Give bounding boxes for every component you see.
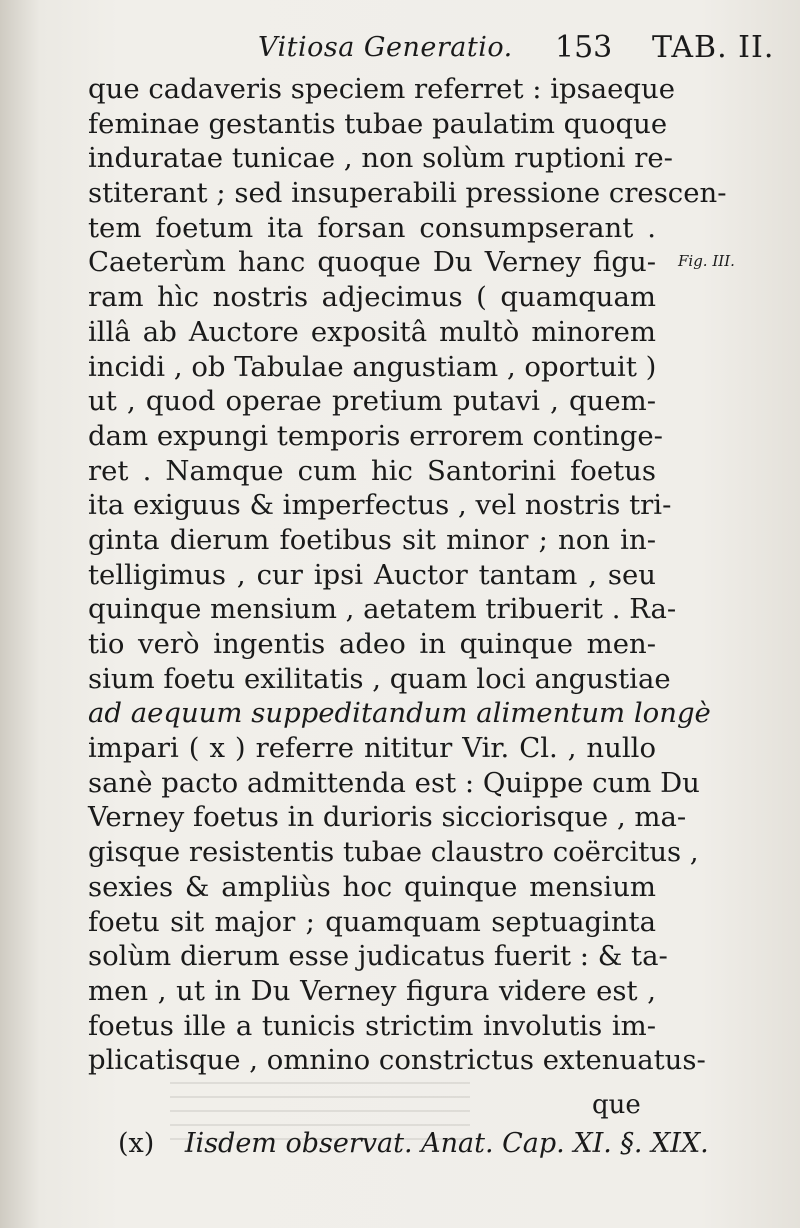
footnote-text: Iisdem observat. Anat. Cap. XI. §. XIX. bbox=[184, 1128, 709, 1159]
text-line: plicatisque , omnino constrictus extenuatus- bbox=[88, 1044, 706, 1077]
footnote bbox=[118, 1124, 709, 1164]
margin-note-figure: Fig. III. bbox=[678, 252, 735, 270]
text-line: incidi , ob Tabulae angustiam , oportuit ) bbox=[88, 350, 657, 383]
text-line: ginta dierum foetibus sit minor ; non in- bbox=[88, 523, 656, 556]
page-header bbox=[0, 28, 800, 72]
text-line: men , ut in Du Verney figura videre est , bbox=[88, 974, 656, 1007]
page-number: 153 bbox=[555, 30, 613, 65]
text-line: tem foetum ita forsan consumpserant . bbox=[88, 211, 656, 244]
text-line: ram hìc nostris adjecimus ( quamquam bbox=[88, 281, 656, 314]
text-line: stiterant ; sed insuperabili pressione crescen- bbox=[88, 177, 727, 210]
text-line: solùm dierum esse judicatus fuerit : & ta- bbox=[88, 940, 668, 973]
text-line: ad aequum suppeditandum alimentum longè bbox=[88, 697, 711, 730]
text-line: ita exiguus & imperfectus , vel nostris tri- bbox=[88, 489, 672, 522]
text-line: illâ ab Auctore expositâ multò minorem bbox=[88, 315, 656, 348]
text-line: induratae tunicae , non solùm ruptioni re- bbox=[88, 142, 673, 175]
text-line: que cadaveris speciem referret : ipsaeque bbox=[88, 73, 676, 105]
text-line: Verney foetus in durioris sicciorisque , ma- bbox=[88, 801, 687, 834]
plate-reference: TAB. II. bbox=[652, 30, 775, 65]
text-line: dam expungi temporis errorem continge- bbox=[88, 419, 663, 452]
text-line: foetu sit major ; quamquam septuaginta bbox=[88, 905, 656, 938]
running-title: Vitiosa Generatio. bbox=[258, 32, 513, 63]
text-line: sium foetu exilitatis , quam loci angustiae bbox=[88, 662, 671, 695]
text-line: telligimus , cur ipsi Auctor tantam , seu bbox=[88, 558, 656, 591]
text-line: sexies & ampliùs hoc quinque mensium bbox=[88, 870, 656, 903]
text-line: quinque mensium , aetatem tribuerit . Ra- bbox=[88, 593, 677, 626]
text-line: feminae gestantis tubae paulatim quoque bbox=[88, 107, 668, 140]
text-line: ut , quod operae pretium putavi , quem- bbox=[88, 385, 656, 418]
text-line: gisque resistentis tubae claustro coërcitus , bbox=[88, 836, 699, 869]
text-line: impari ( x ) referre nititur Vir. Cl. , nullo bbox=[88, 732, 656, 765]
text-line: tio verò ingentis adeo in quinque men- bbox=[88, 628, 656, 660]
catchword: que bbox=[592, 1090, 641, 1120]
text-line: Caeterùm hanc quoque Du Verney figu- bbox=[88, 246, 656, 279]
text-line: foetus ille a tunicis strictim involutis im- bbox=[88, 1009, 656, 1042]
text-line: sanè pacto admittenda est : Quippe cum Du bbox=[88, 766, 700, 799]
text-line: ret . Namque cum hic Santorini foetus bbox=[88, 454, 656, 487]
footnote-mark: (x) bbox=[118, 1128, 155, 1159]
